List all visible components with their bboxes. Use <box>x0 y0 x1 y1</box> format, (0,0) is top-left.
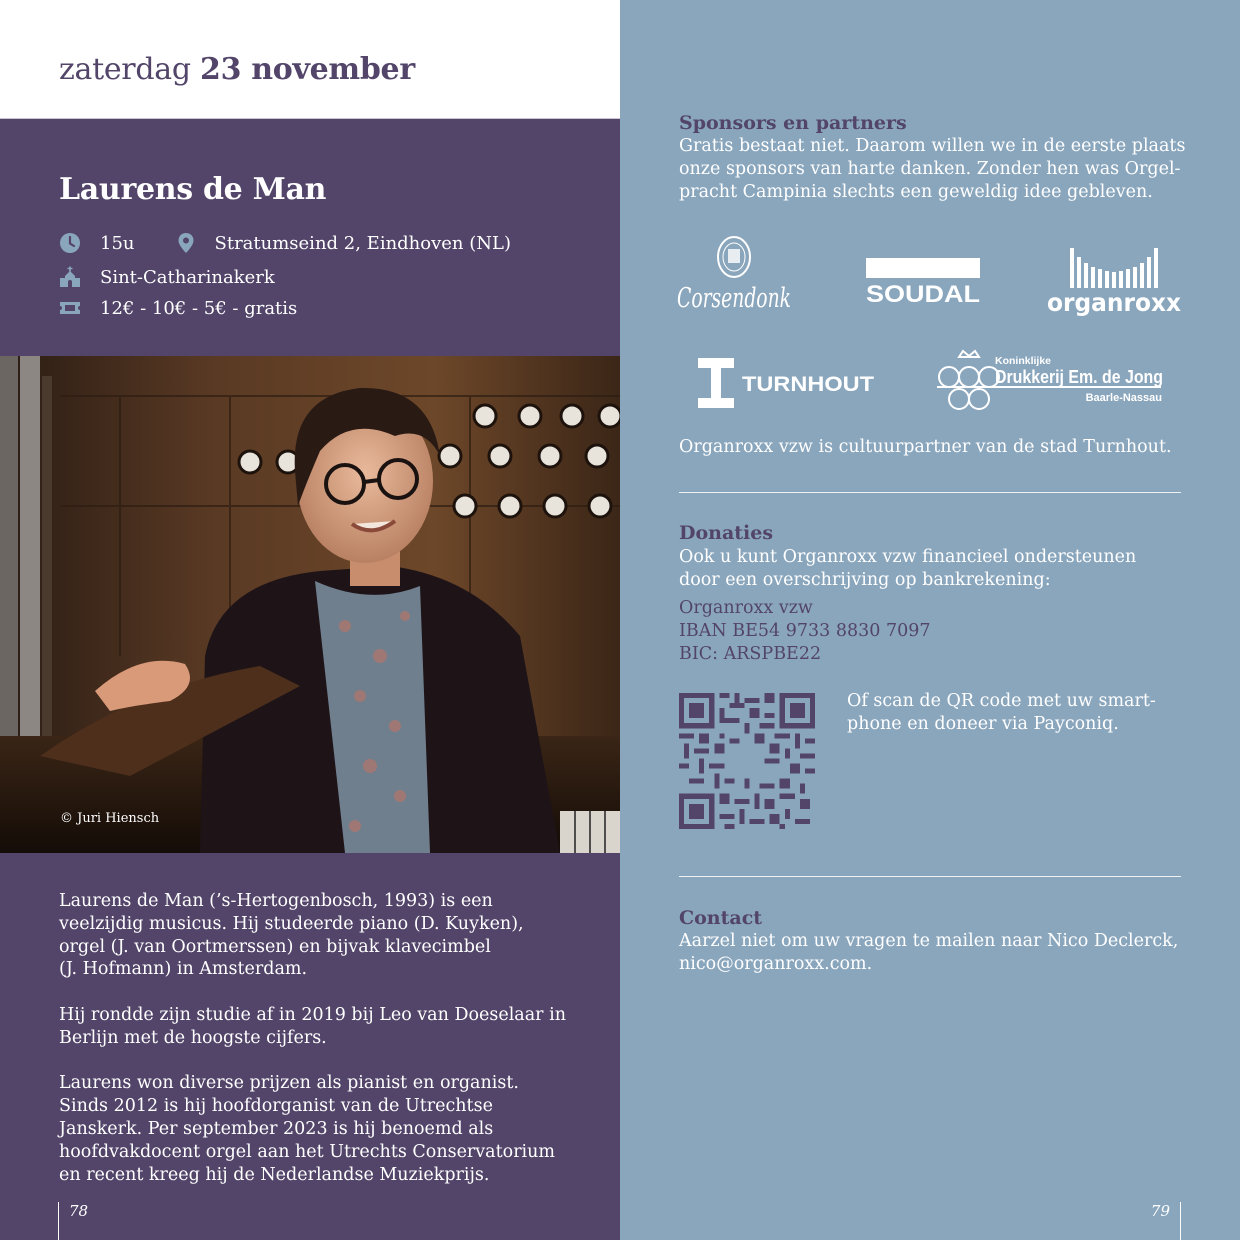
concert-address: Stratumseind 2, Eindhoven (NL) <box>214 232 511 254</box>
donations-title: Donaties <box>679 522 774 544</box>
date-header <box>0 0 620 119</box>
drukkerij-logo-main: Drukkerij Em. de Jong <box>995 367 1163 387</box>
artist-bio <box>59 890 579 1209</box>
concert-title: Laurens de Man <box>59 172 327 207</box>
qr-code[interactable] <box>679 693 815 829</box>
date-bold: 23 november <box>200 52 415 87</box>
contact-title: Contact <box>679 907 763 929</box>
partner-note: Organroxx vzw is cultuurpartner van de stad Turnhout. <box>679 437 1172 457</box>
bank-account: Organroxx vzw IBAN BE54 9733 8830 7097 BIC: ARSPBE22 <box>679 598 931 664</box>
ticket-icon <box>59 297 81 319</box>
location-pin-icon <box>175 232 197 254</box>
date-day: zaterdag <box>59 52 191 87</box>
bio-paragraph: Laurens won diverse prijzen als pianist en organist. Sinds 2012 is hij hoofdorganist van de Utrechtse Janskerk. Per september 2023 is hij benoemd als hoofdvakdocent orgel aan het Utrechts Conservatorium en recent kreeg hij de Nederlandse Muziekprijs. <box>59 1073 556 1185</box>
divider <box>679 492 1181 493</box>
concert-time: 15u <box>100 232 135 254</box>
info-prices <box>59 295 297 321</box>
organroxx-logo-text: organroxx <box>1047 288 1181 317</box>
soudal-logo-text: SOUDAL <box>866 281 980 308</box>
qr-instructions: Of scan de QR code met uw smart- phone en doneer via Payconiq. <box>847 691 1156 734</box>
drukkerij-logo-top: Koninklijke <box>995 355 1052 367</box>
turnhout-logo <box>698 358 878 410</box>
turnhout-logo-text: TURNHOUT <box>742 373 875 396</box>
drukkerij-logo-sub: Baarle-Nassau <box>1085 392 1162 404</box>
soudal-logo <box>866 258 982 306</box>
sponsors-title: Sponsors en partners <box>679 112 907 134</box>
info-time-address <box>59 230 511 256</box>
bio-paragraph: Laurens de Man (’s-Hertogenbosch, 1993) is een veelzijdig musicus. Hij studeerde piano (D. Kuyken), orgel (J. van Oortmerssen) en bijvak klavecimbel (J. Hofmann) in Amsterdam. <box>59 891 524 980</box>
corsendonk-logo <box>675 235 793 315</box>
divider <box>679 876 1181 877</box>
bio-paragraph: Hij rondde zijn studie af in 2019 bij Leo van Doeselaar in Berlijn met de hoogste cijfers. <box>59 1004 566 1048</box>
church-icon <box>59 266 81 288</box>
photo-credit: © Juri Hiensch <box>60 811 160 826</box>
corsendonk-logo-text: Corsendonk <box>677 283 791 314</box>
artist-photo <box>0 356 620 853</box>
info-venue <box>59 264 275 290</box>
sponsors-body: Gratis bestaat niet. Daarom willen we in de eerste plaats onze sponsors van harte danken. Zonder hen was Orgel- pracht Campinia slechts een geweldig idee gebleven. <box>679 136 1186 202</box>
page-number-right: 79 <box>1140 1202 1181 1240</box>
page-number-left: 78 <box>58 1202 88 1240</box>
organroxx-logo <box>1046 245 1186 323</box>
contact-body: Aarzel niet om uw vragen te mailen naar Nico Declerck, nico@organroxx.com. <box>679 931 1179 974</box>
right-page <box>620 0 1240 1240</box>
drukkerij-logo <box>935 349 1167 413</box>
concert-venue: Sint-Catharinakerk <box>100 266 275 288</box>
concert-prices: 12€ - 10€ - 5€ - gratis <box>100 297 298 319</box>
clock-icon <box>59 232 81 254</box>
concert-date <box>59 52 415 87</box>
donations-body: Ook u kunt Organroxx vzw financieel ondersteunen door een overschrijving op bankrekening: <box>679 547 1137 590</box>
